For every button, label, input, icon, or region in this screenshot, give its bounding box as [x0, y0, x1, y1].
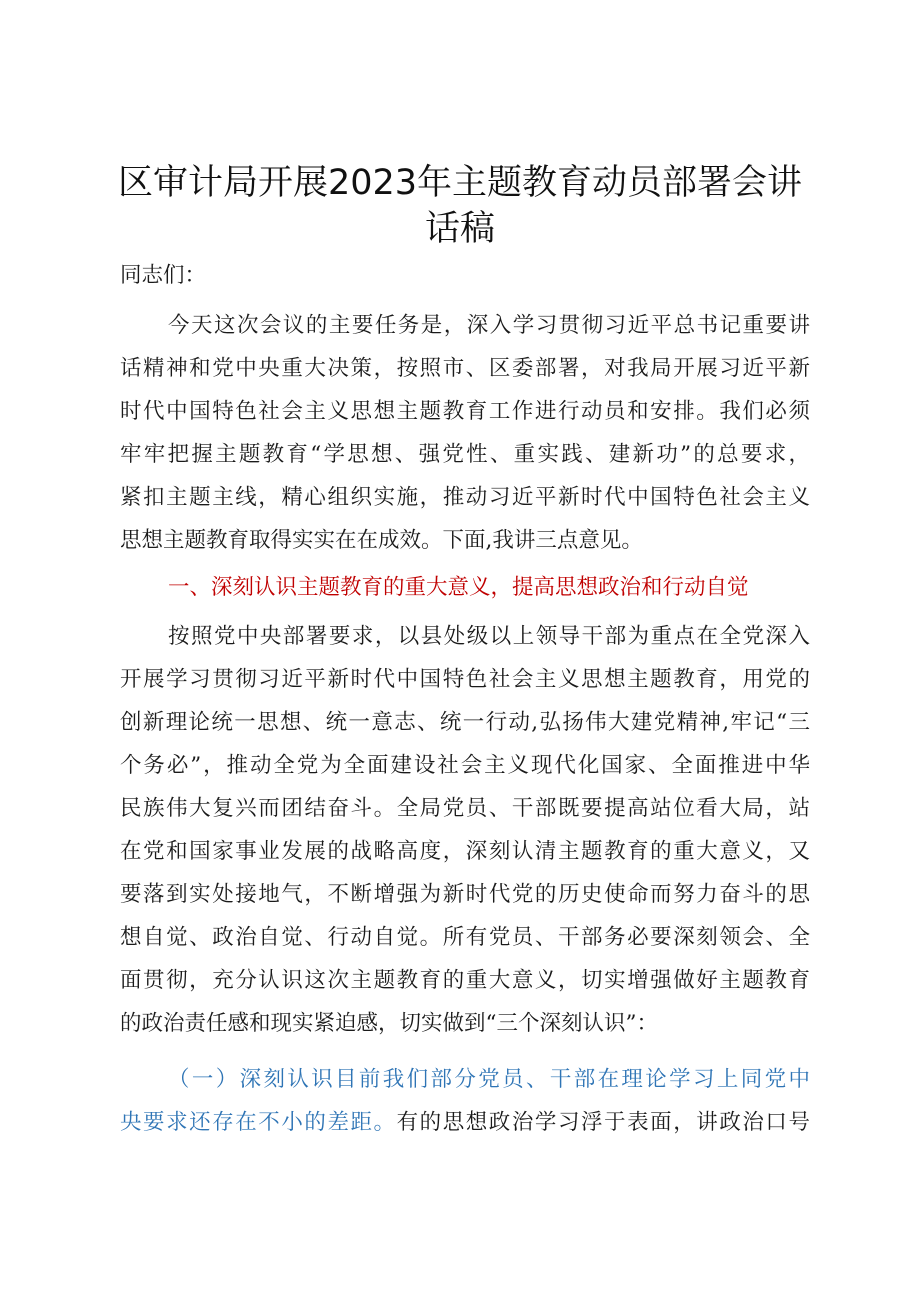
para2-line: 民族伟大复兴而团结奋斗。全局党员、干部既要提高站位看大局，站	[120, 796, 810, 821]
title-line-1: 区审计局开展2023年主题教育动员部署会讲	[117, 163, 803, 203]
section-heading-1: 一、深刻认识主题教育的重大意义，提高思想政治和行动自觉	[168, 575, 749, 600]
salutation: 同志们：	[120, 263, 207, 288]
para2-line: 开展学习贯彻习近平新时代中国特色社会主义思想主题教育，用党的	[120, 667, 810, 692]
para2-line: 创新理论统一思想、统一意志、统一行动,弘扬伟大建党精神,牢记“三	[120, 710, 810, 735]
para1-line: 话精神和党中央重大决策，按照市、区委部署，对我局开展习近平新	[120, 356, 810, 381]
para2-line: 面贯彻，充分认识这次主题教育的重大意义，切实增强做好主题教育	[120, 968, 810, 993]
para1-line: 时代中国特色社会主义思想主题教育工作进行动员和安排。我们必须	[120, 399, 810, 424]
para2-line: 要落到实处接地气，不断增强为新时代党的历史使命而努力奋斗的思	[120, 882, 810, 907]
para1-line: 紧扣主题主线，精心组织实施，推动习近平新时代中国特色社会主义	[120, 485, 810, 510]
para1-line: 今天这次会议的主要任务是，深入学习贯彻习近平总书记重要讲	[168, 313, 810, 338]
subsection-1-line-2	[120, 1109, 810, 1137]
title-line-2: 话稿	[424, 209, 495, 249]
para2-line: 个务必”，推动全党为全面建设社会主义现代化国家、全面推进中华	[120, 753, 810, 778]
para2-line: 按照党中央部署要求，以县处级以上领导干部为重点在全党深入	[168, 624, 810, 649]
para1-line: 牢牢把握主题教育“学思想、强党性、重实践、建新功”的总要求，	[120, 442, 810, 467]
subsection-1-heading: （一）深刻认识目前我们部分党员、干部在理论学习上同党中	[168, 1067, 810, 1092]
para2-line: 的政治责任感和现实紧迫感，切实做到“三个深刻认识”：	[120, 1011, 658, 1036]
document-title	[100, 160, 820, 252]
subsection-1-heading-end: 央要求还存在不小的差距。	[120, 1110, 397, 1135]
subsection-1-body: 有的思想政治学习浮于表面，讲政治口号	[396, 1110, 810, 1135]
para1-line: 思想主题教育取得实实在在成效。下面,我讲三点意见。	[120, 528, 643, 553]
para2-line: 在党和国家事业发展的战略高度，深刻认清主题教育的重大意义，又	[120, 839, 810, 864]
para2-line: 想自觉、政治自觉、行动自觉。所有党员、干部务必要深刻领会、全	[120, 925, 810, 950]
